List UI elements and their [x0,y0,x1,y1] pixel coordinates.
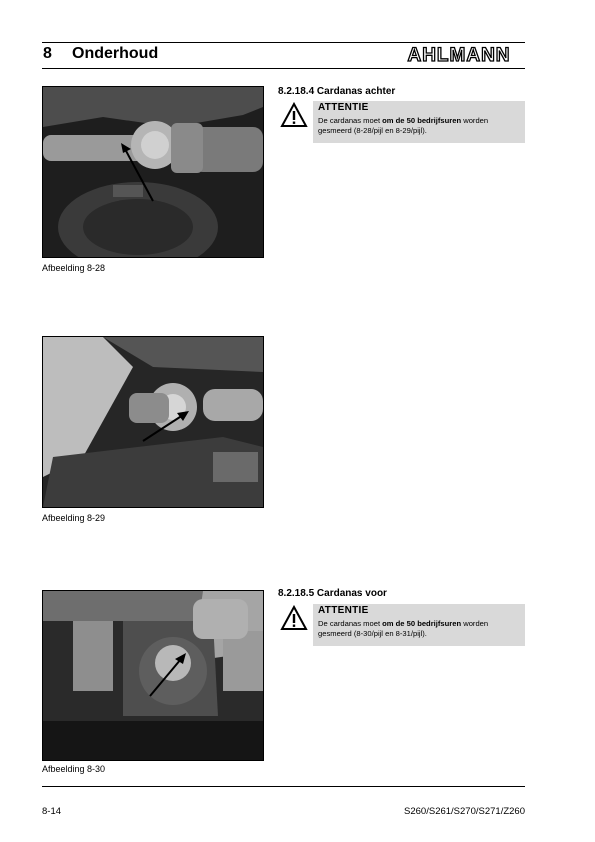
footer-rule [42,786,525,787]
model-list: S260/S261/S270/S271/Z260 [404,806,525,817]
figure-8-29-caption: Afbeelding 8-29 [42,513,106,523]
attention-text-end: worden [461,116,489,125]
warning-triangle-icon [280,605,308,631]
attention-text-bold: om de 50 bedrijfsuren [382,619,462,628]
attention-text-line2: gesmeerd (8-30/pijl en 8-31/pijl). [318,629,427,638]
chapter-title: Onderhoud [72,45,159,62]
header-top-rule [42,42,525,43]
header-bottom-rule [42,68,525,69]
attention-text-line2: gesmeerd (8-28/pijl en 8-29/pijl). [318,126,427,135]
section-title-cardanas-achter: 8.2.18.4 Cardanas achter [278,86,396,97]
attention-text-start: De cardanas moet [318,619,383,628]
figure-8-28-caption: Afbeelding 8-28 [42,263,106,273]
figure-8-30-photo [42,590,264,761]
warning-triangle-icon [280,102,308,128]
page-number: 8-14 [42,806,62,817]
figure-8-28-photo [42,86,264,258]
figure-8-30-caption: Afbeelding 8-30 [42,764,106,774]
attention-box [313,604,525,646]
attention-text [318,116,524,136]
attention-text [318,619,524,639]
attention-text-bold: om de 50 bedrijfsuren [382,116,462,125]
attention-label: ATTENTIE [318,605,369,616]
section-title-cardanas-voor: 8.2.18.5 Cardanas voor [278,588,387,599]
figure-8-29-photo [42,336,264,508]
attention-box [313,101,525,143]
attention-label: ATTENTIE [318,102,369,113]
attention-text-start: De cardanas moet [318,116,383,125]
chapter-number: 8 [43,45,52,62]
ahlmann-logo [393,44,525,65]
attention-text-end: worden [461,619,489,628]
logo-text: AHLMANN [407,45,511,65]
